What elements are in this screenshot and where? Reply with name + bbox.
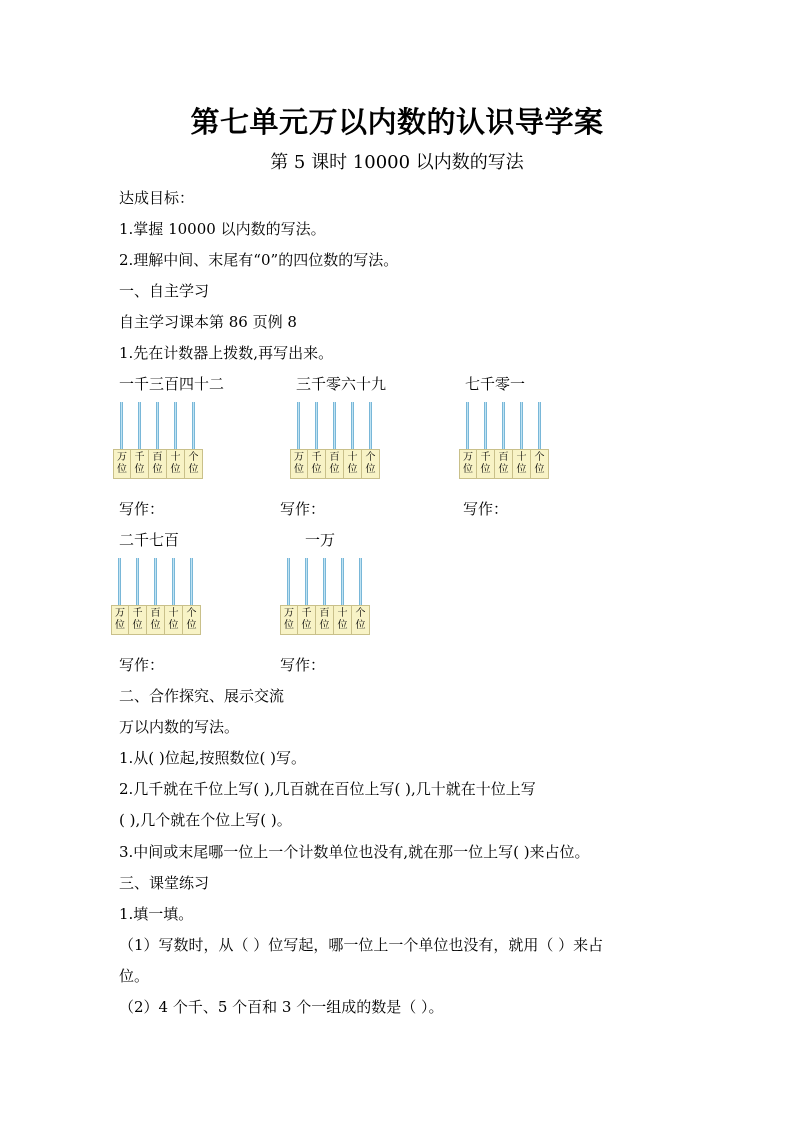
place-value-label: 十 [347,452,358,463]
write-label: 写作： [119,500,165,518]
write-label: 写作： [119,656,165,674]
abacus-base [290,449,380,479]
place-value-cell [334,605,352,635]
place-value-cell [326,449,344,479]
place-value-label: 十 [168,608,179,619]
place-value-suffix: 位 [117,464,127,475]
section3-q1: 1.填一填。 [119,905,194,923]
abacus-rod [192,402,195,450]
abacus-rod [333,402,336,450]
place-value-label: 千 [132,608,143,619]
number-label-3: 七千零一 [465,375,526,393]
place-value-cell [129,605,147,635]
abacus-base [113,449,203,479]
page-title: 第七单元万以内数的认识导学案 [190,105,604,139]
place-value-cell [183,605,201,635]
place-value-label: 个 [365,452,376,463]
place-value-suffix: 位 [132,620,143,631]
abacus-base [280,605,370,635]
place-value-label: 千 [134,452,145,463]
place-value-label: 万 [284,608,294,619]
place-value-cell [352,605,370,635]
abacus-rod [118,558,121,606]
abacus-rod [297,402,300,450]
abacus-rod [190,558,193,606]
place-value-suffix: 位 [365,464,376,475]
place-value-label: 千 [480,452,491,463]
number-label-5: 一万 [305,531,336,549]
counter-abacus [280,558,372,638]
place-value-suffix: 位 [516,464,527,475]
place-value-label: 百 [150,608,161,619]
place-value-suffix: 位 [115,620,125,631]
place-value-label: 千 [311,452,322,463]
write-label: 写作： [280,656,326,674]
place-value-label: 百 [329,452,340,463]
abacus-rod [341,558,344,606]
place-value-cell [290,449,308,479]
number-label-4: 二千七百 [119,531,180,549]
place-value-suffix: 位 [134,464,145,475]
section2-q2-line2: ( ),几个就在个位上写( )。 [119,811,292,829]
counter-abacus [113,402,205,482]
place-value-suffix: 位 [534,464,545,475]
place-value-label: 十 [337,608,348,619]
goal-item-1: 1.掌握 10000 以内数的写法。 [119,220,326,238]
abacus-rod [156,402,159,450]
place-value-suffix: 位 [347,464,358,475]
page-subtitle: 第 5 课时 10000 以内数的写法 [270,152,524,173]
write-label: 写作： [280,500,326,518]
abacus-rod [520,402,523,450]
place-value-suffix: 位 [186,620,197,631]
abacus-rod [154,558,157,606]
section3-p1-line2: 位。 [119,967,150,985]
abacus-rod [287,558,290,606]
goal-item-2: 2.理解中间、末尾有“0”的四位数的写法。 [119,251,399,269]
place-value-label: 万 [463,452,473,463]
place-value-cell [113,449,131,479]
abacus-base [111,605,201,635]
place-value-cell [531,449,549,479]
counter-abacus [459,402,551,482]
section3-p1-line1: （1）写数时，从（ ）位写起，哪一位上一个单位也没有，就用（ ）来占 [119,936,604,954]
goals-heading: 达成目标： [119,189,195,207]
place-value-label: 十 [170,452,181,463]
place-value-cell [167,449,185,479]
place-value-suffix: 位 [284,620,294,631]
section2-q1: 1.从( )位起,按照数位( )写。 [119,749,307,767]
place-value-cell [185,449,203,479]
abacus-rod [315,402,318,450]
abacus-rod [466,402,469,450]
place-value-suffix: 位 [188,464,199,475]
place-value-cell [131,449,149,479]
section1-q1: 1.先在计数器上拨数,再写出来。 [119,344,334,362]
place-value-suffix: 位 [329,464,340,475]
place-value-cell [477,449,495,479]
place-value-label: 个 [534,452,545,463]
section1-heading: 一、自主学习 [119,282,210,300]
counter-abacus [290,402,382,482]
number-label-1: 一千三百四十二 [119,375,225,393]
place-value-label: 百 [498,452,509,463]
place-value-cell [165,605,183,635]
place-value-suffix: 位 [294,464,304,475]
place-value-cell [344,449,362,479]
place-value-cell [316,605,334,635]
place-value-label: 个 [355,608,366,619]
section2-q3: 3.中间或末尾哪一位上一个计数单位也没有,就在那一位上写( )来占位。 [119,843,590,861]
section2-intro: 万以内数的写法。 [119,718,240,736]
abacus-rod [323,558,326,606]
abacus-rod [305,558,308,606]
place-value-cell [298,605,316,635]
abacus-rod [136,558,139,606]
place-value-label: 万 [294,452,304,463]
section3-heading: 三、课堂练习 [119,874,210,892]
place-value-cell [308,449,326,479]
place-value-suffix: 位 [152,464,163,475]
abacus-rod [369,402,372,450]
place-value-label: 百 [319,608,330,619]
section1-ref: 自主学习课本第 86 页例 8 [119,313,297,331]
place-value-label: 千 [301,608,312,619]
place-value-cell [111,605,129,635]
abacus-rod [484,402,487,450]
place-value-cell [147,605,165,635]
place-value-suffix: 位 [498,464,509,475]
abacus-rod [538,402,541,450]
place-value-suffix: 位 [301,620,312,631]
section2-q2-line1: 2.几千就在千位上写( ),几百就在百位上写( ),几十就在十位上写 [119,780,536,798]
abacus-rod [172,558,175,606]
place-value-cell [280,605,298,635]
abacus-rod [138,402,141,450]
place-value-cell [459,449,477,479]
abacus-rod [502,402,505,450]
section3-p2: （2）4 个千、5 个百和 3 个一组成的数是（ ）。 [119,998,444,1016]
place-value-cell [149,449,167,479]
abacus-rod [359,558,362,606]
place-value-label: 十 [516,452,527,463]
counter-abacus [111,558,203,638]
place-value-suffix: 位 [355,620,366,631]
place-value-cell [513,449,531,479]
write-label: 写作： [463,500,509,518]
place-value-suffix: 位 [311,464,322,475]
place-value-suffix: 位 [170,464,181,475]
place-value-label: 万 [115,608,125,619]
place-value-suffix: 位 [337,620,348,631]
abacus-rod [120,402,123,450]
place-value-cell [362,449,380,479]
section2-heading: 二、合作探究、展示交流 [119,687,285,705]
place-value-label: 百 [152,452,163,463]
abacus-rod [174,402,177,450]
place-value-suffix: 位 [168,620,179,631]
place-value-suffix: 位 [150,620,161,631]
place-value-suffix: 位 [319,620,330,631]
place-value-label: 个 [188,452,199,463]
place-value-suffix: 位 [463,464,473,475]
place-value-suffix: 位 [480,464,491,475]
place-value-label: 万 [117,452,127,463]
abacus-base [459,449,549,479]
place-value-cell [495,449,513,479]
place-value-label: 个 [186,608,197,619]
abacus-rod [351,402,354,450]
number-label-2: 三千零六十九 [296,375,387,393]
